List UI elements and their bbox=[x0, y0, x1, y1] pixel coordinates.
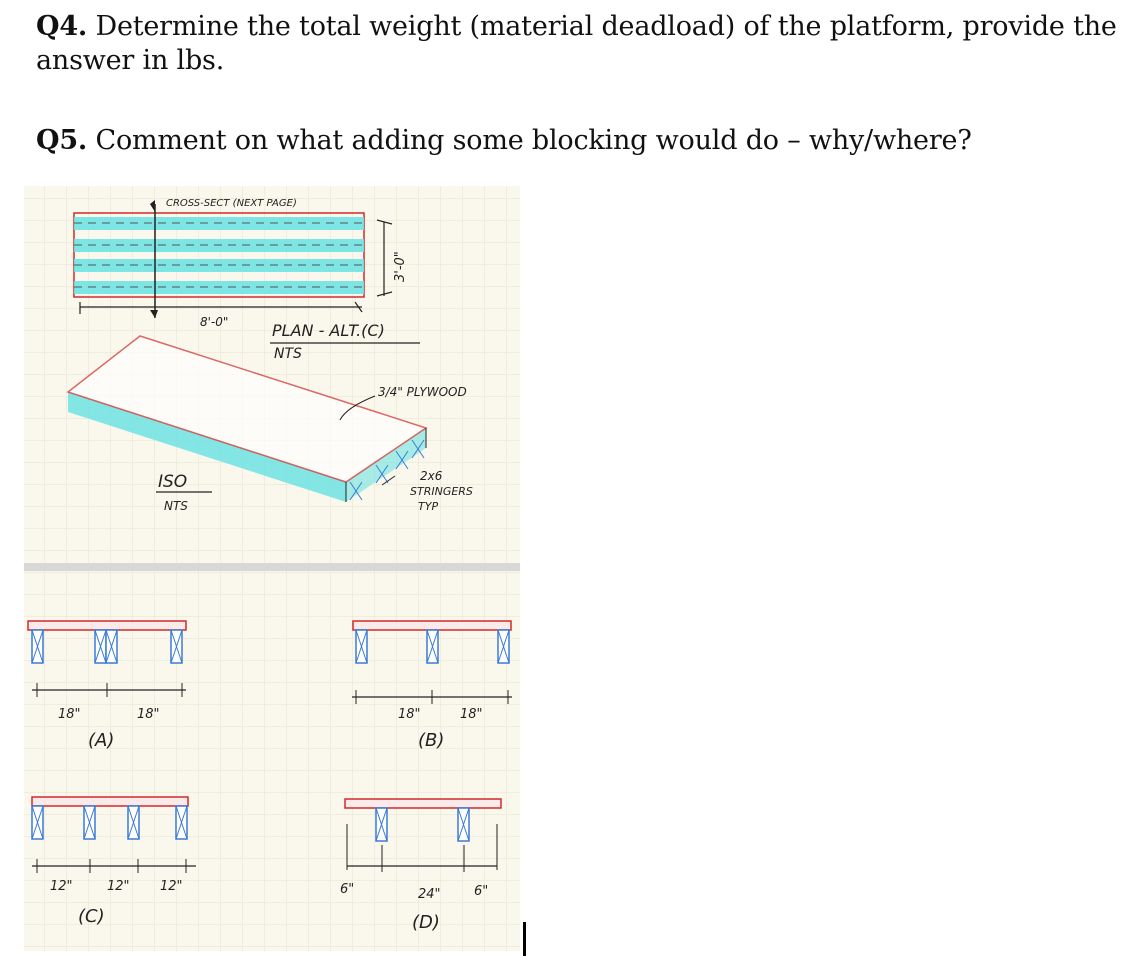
stringer-label-1: 2x6 bbox=[420, 469, 443, 483]
option-a-dim-1: 18" bbox=[58, 707, 81, 722]
stringer-label-3: TYP bbox=[418, 500, 439, 513]
plywood-label: 3/4" PLYWOOD bbox=[378, 385, 467, 399]
text-cursor bbox=[523, 922, 526, 956]
question-4-text: Determine the total weight (material deadload) of the platform, provide the answer in lbs. bbox=[36, 11, 1117, 76]
stringer-label-2: STRINGERS bbox=[410, 485, 473, 498]
question-5-text: Comment on what adding some blocking would do – why/where? bbox=[87, 125, 972, 156]
option-a-dim-2: 18" bbox=[137, 707, 160, 722]
page-divider bbox=[24, 563, 520, 571]
plan-length: 8'-0" bbox=[200, 315, 229, 329]
plan-note: CROSS-SECT (NEXT PAGE) bbox=[166, 198, 297, 209]
option-d-dim-1: 6" bbox=[340, 882, 355, 897]
plan-title: PLAN - ALT.(C) bbox=[272, 321, 385, 340]
option-d-label: (D) bbox=[412, 912, 440, 933]
option-b-label: (B) bbox=[418, 730, 445, 751]
option-a-label: (A) bbox=[88, 730, 115, 751]
option-c-label: (C) bbox=[78, 906, 105, 927]
option-d-dim-2: 24" bbox=[418, 887, 441, 902]
iso-title: ISO bbox=[158, 472, 188, 492]
iso-scale: NTS bbox=[164, 499, 188, 513]
question-4-number: Q4. bbox=[36, 11, 88, 42]
plan-width: 3'-0" bbox=[393, 251, 408, 282]
plan-scale: NTS bbox=[274, 346, 302, 362]
option-d-dim-3: 6" bbox=[474, 884, 489, 899]
option-b-dim-2: 18" bbox=[460, 707, 483, 722]
question-5-number: Q5. bbox=[36, 125, 88, 156]
option-c-dim-3: 12" bbox=[160, 879, 183, 894]
option-c-dim-1: 12" bbox=[50, 879, 73, 894]
option-b-dim-1: 18" bbox=[398, 707, 421, 722]
option-c-dim-2: 12" bbox=[107, 879, 130, 894]
